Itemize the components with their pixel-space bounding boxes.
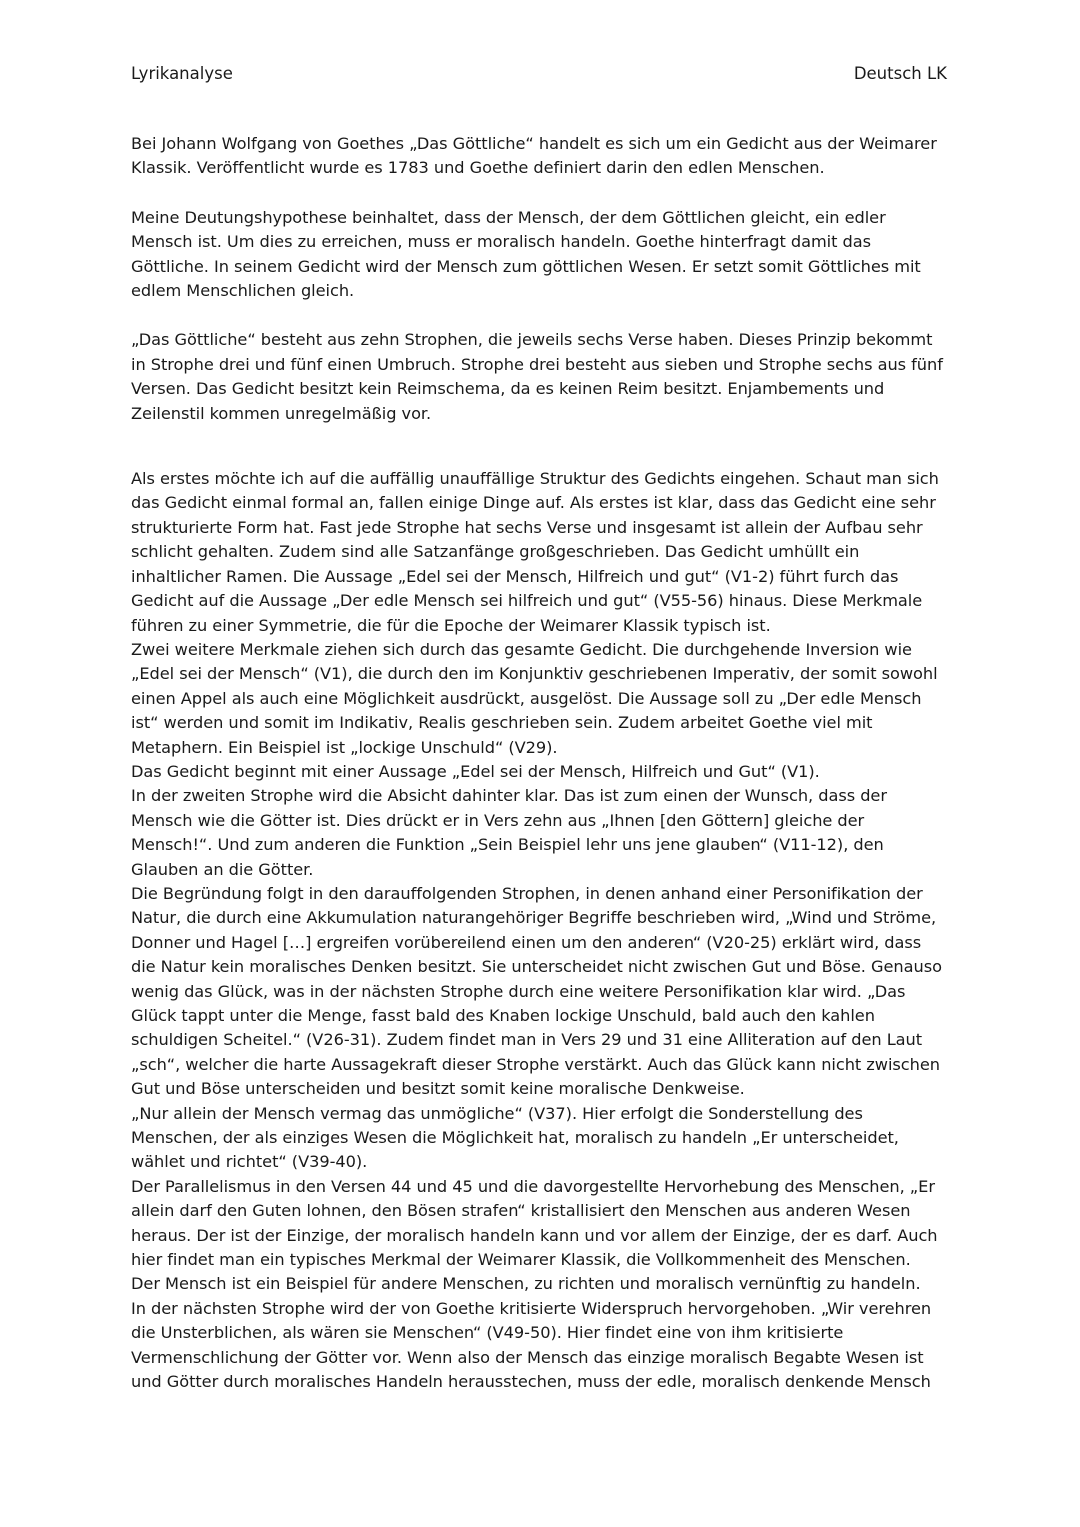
- paragraph-structure: Als erstes möchte ich auf die auffällig unauffällige Struktur des Gedichts eingehen. Schaut man sich das Gedicht einmal formal an, fallen einige Dinge auf. Als erstes ist klar, dass das Gedicht eine sehr strukturierte Form hat. Fast jede Strophe hat sechs Verse und insgesamt ist allein der Aufbau sehr schlicht gehalten. Zudem sind alle Satzanfänge großgeschrieben. Das Gedicht umhüllt ein inhaltlicher Ramen. Die Aussage „Edel sei der Mensch, Hilfreich und gut“ (V1-2) führt furch das Gedicht auf die Aussage „Der edle Mensch sei hilfreich und gut“ (V55-56) hinaus. Diese Merkmale führen zu einer Symmetrie, die für die Epoche der Weimarer Klassik typisch ist.: [131, 469, 939, 635]
- paragraph-form: „Das Göttliche“ besteht aus zehn Strophen, die jeweils sechs Verse haben. Dieses Prinzip bekommt in Strophe drei und fünf einen Umbruch. Strophe drei besteht aus sieben und Strophe sechs aus fünf Versen. Das Gedicht besitzt kein Reimschema, da es keinen Reim besitzt. Enjambements und Zeilenstil kommen unregelmäßig vor.: [131, 330, 943, 423]
- paragraph-second-stanza: In der zweiten Strophe wird die Absicht dahinter klar. Das ist zum einen der Wunsch, dass der Mensch wie die Götter ist. Dies drückt er in Vers zehn aus „Ihnen [den Göttern] gleiche der Mensch!“. Und zum anderen die Funktion „Sein Beispiel lehr uns jene glauben“ (V11-12), den Glauben an die Götter.: [131, 786, 887, 879]
- paragraph-opening: Das Gedicht beginnt mit einer Aussage „Edel sei der Mensch, Hilfreich und Gut“ (V1).: [131, 761, 820, 781]
- paragraph-hypothesis: Meine Deutungshypothese beinhaltet, dass der Mensch, der dem Göttlichen gleicht, ein edler Mensch ist. Um dies zu erreichen, muss er moralisch handeln. Goethe hinterfragt damit das Göttliche. In seinem Gedicht wird der Mensch zum göttlichen Wesen. Er setzt somit Göttliches mit edlem Menschlichen gleich.: [131, 207, 921, 301]
- header-subject: Lyrikanalyse: [131, 64, 233, 83]
- paragraph-human-special: „Nur allein der Mensch vermag das unmögliche“ (V37). Hier erfolgt die Sonderstellung des Menschen, der als einziges Wesen die Möglichkeit hat, moralisch zu handeln „Er unterscheidet, wählet und richtet“ (V39-40).: [131, 1103, 899, 1172]
- paragraph-introduction: Bei Johann Wolfgang von Goethes „Das Göttliche“ handelt es sich um ein Gedicht aus der Weimarer Klassik. Veröffentlicht wurde es 1783 und Goethe definiert darin den edlen Menschen.: [131, 134, 937, 178]
- paragraph-features: Zwei weitere Merkmale ziehen sich durch das gesamte Gedicht. Die durchgehende Inversion wie „Edel sei der Mensch“ (V1), die durch den im Konjunktiv geschriebenen Imperativ, der somit sowohl einen Appel als auch eine Möglichkeit ausdrückt, ausgelöst. Die Aussage soll zu „Der edle Mensch ist“ werden und somit im Indikativ, Realis geschrieben sein. Zudem arbeitet Goethe viel mit Metaphern. Ein Beispiel ist „lockige Unschuld“ (V29).: [131, 639, 938, 757]
- paragraph-parallelism: Der Parallelismus in den Versen 44 und 45 und die davorgestellte Hervorhebung des Menschen, „Er allein darf den Guten lohnen, den Bösen strafen“ kristallisiert den Menschen aus anderen Wesen heraus. Der ist der Einzige, der moralisch handeln kann und vor allem der Einzige, der es darf. Auch hier findet man ein typisches Merkmal der Weimarer Klassik, die Vollkommenheit des Menschen.: [131, 1176, 938, 1270]
- paragraph-nature: Die Begründung folgt in den darauffolgenden Strophen, in denen anhand einer Personifikation der Natur, die durch eine Akkumulation naturangehöriger Begriffe beschrieben wird, „Wind und Ströme, Donner und Hagel […] ergreifen vorübereilend einen um den anderen“ (V20-25) erklärt wird, dass die Natur kein moralisches Denken besitzt. Sie unterscheidet nicht zwischen Gut und Böse. Genauso wenig das Glück, was in der nächsten Strophe durch eine weitere Personifikation klar wird. „Das Glück tappt unter die Menge, fasst bald des Knaben lockige Unschuld, bald auch den kahlen schuldigen Scheitel.“ (V26-31). Zudem findet man in Vers 29 und 31 eine Alliteration auf den Laut „sch“, welcher die harte Aussagekraft dieser Strophe verstärkt. Auch das Glück kann nicht zwischen Gut und Böse unterscheiden und besitzt somit keine moralische Denkweise.: [131, 883, 942, 1099]
- document-body: [131, 132, 949, 1395]
- page-header: [131, 64, 947, 90]
- paragraph-contradiction: In der nächsten Strophe wird der von Goethe kritisierte Widerspruch hervorgehoben. „Wir verehren die Unsterblichen, als wären sie Menschen“ (V49-50). Hier findet eine von ihm kritisierte Vermenschlichung der Götter vor. Wenn also der Mensch das einzige moralisch Begabte Wesen ist und Götter durch moralisches Handeln herausstechen, muss der edle, moralisch denkende Mensch: [131, 1298, 932, 1392]
- paragraph-example: Der Mensch ist ein Beispiel für andere Menschen, zu richten und moralisch vernünftig zu handeln.: [131, 1274, 921, 1294]
- header-course: Deutsch LK: [853, 64, 947, 83]
